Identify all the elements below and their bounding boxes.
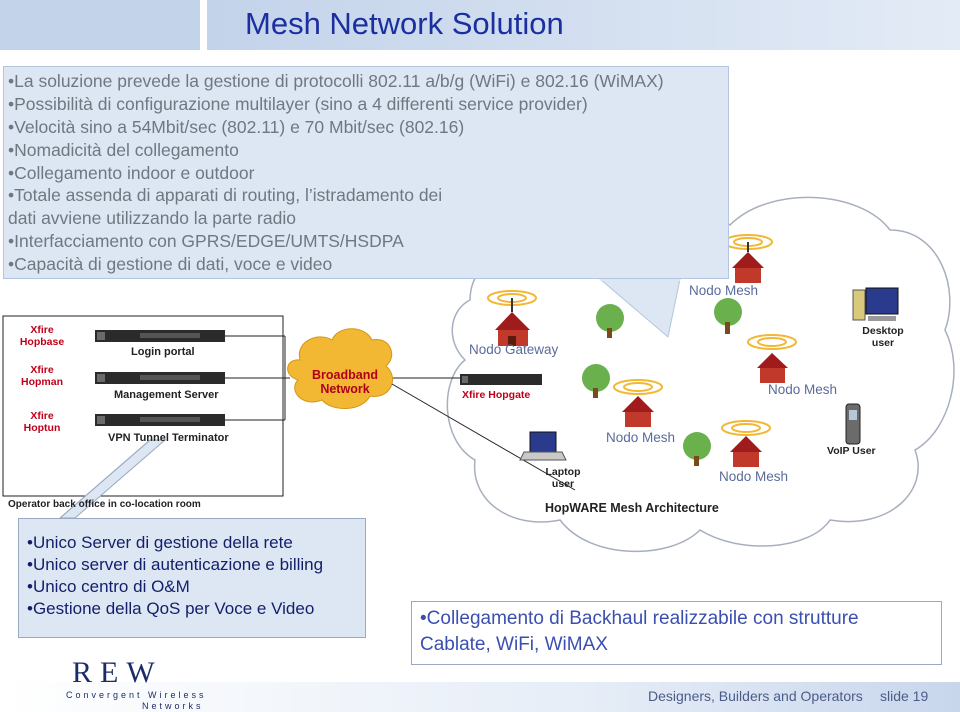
back-office-benefits-box — [18, 518, 366, 638]
nodo-mesh-right-label: Nodo Mesh — [768, 382, 838, 397]
bullet-nomadicity: •Nomadicità del collegamento — [8, 140, 239, 160]
xfire-hopman-label: Xfire Hopman — [21, 364, 63, 388]
desktop-user-label: Desktop user — [862, 325, 904, 349]
bullet-speed: •Velocità sino a 54Mbit/sec (802.11) e 70 Mbit/sec (802.16) — [8, 117, 465, 137]
hopgate-device — [460, 374, 542, 385]
nodo-gateway-label: Nodo Gateway — [469, 342, 559, 357]
laptop-user-label: Laptop user — [545, 466, 581, 490]
architecture-label: HopWARE Mesh Architecture — [545, 501, 719, 515]
backhaul-text-line1: •Collegamento di Backhaul realizzabile con strutture — [420, 608, 859, 629]
slide-number: slide 19 — [880, 688, 929, 704]
rew-logo: REW — [72, 656, 163, 689]
backhaul-box — [411, 601, 942, 665]
footer-tagline: Designers, Builders and Operators — [648, 688, 863, 704]
nodo-mesh-middle-label: Nodo Mesh — [606, 430, 676, 445]
bullet-interfacing: •Interfacciamento con GPRS/EDGE/UMTS/HSDPA — [8, 231, 404, 251]
bullet-multilayer: •Possibilità di configurazione multilayer (sino a 4 differenti service provider) — [8, 94, 588, 114]
bullet-routing: •Totale assenda di apparati di routing, l’istradamento dei — [8, 185, 443, 205]
benefit-auth-billing: •Unico server di autenticazione e billing — [27, 555, 324, 574]
bullet-indoor-outdoor: •Collegamento indoor e outdoor — [8, 163, 255, 183]
broadband-network-label: Broadband Network — [312, 368, 378, 396]
bullet-capacity: •Capacità di gestione di dati, voce e video — [8, 254, 333, 274]
benefit-om-center: •Unico centro di O&M — [27, 577, 190, 596]
nodo-mesh-bottom-label: Nodo Mesh — [719, 469, 789, 484]
page-title: Mesh Network Solution — [245, 6, 564, 41]
vpn-tunnel-label: VPN Tunnel Terminator — [108, 432, 229, 444]
xfire-hopbase-label: Xfire Hopbase — [19, 324, 65, 348]
logo-subtitle-2: Networks — [142, 701, 204, 711]
nodo-mesh-top-label: Nodo Mesh — [689, 283, 759, 298]
xfire-hopgate-label: Xfire Hopgate — [462, 389, 531, 401]
desktop-computer-icon — [853, 288, 898, 321]
benefit-server-management: •Unico Server di gestione della rete — [27, 533, 293, 552]
voip-user-label: VoIP User — [827, 445, 876, 457]
voip-phone-icon — [846, 404, 860, 444]
features-callout — [3, 66, 729, 279]
xfire-hoptun-label: Xfire Hoptun — [23, 410, 61, 434]
back-office-caption: Operator back office in co-location room — [8, 499, 201, 510]
logo-subtitle-1: Convergent Wireless — [66, 690, 207, 700]
bullet-routing-cont: dati avviene utilizzando la parte radio — [8, 208, 296, 228]
login-portal-label: Login portal — [131, 346, 195, 358]
benefit-qos: •Gestione della QoS per Voce e Video — [27, 599, 315, 618]
bullet-protocols: •La soluzione prevede la gestione di protocolli 802.11 a/b/g (WiFi) e 802.16 (WiMAX) — [8, 71, 664, 91]
management-server-label: Management Server — [114, 389, 219, 401]
backhaul-text-line2: Cablate, WiFi, WiMAX — [420, 634, 608, 655]
